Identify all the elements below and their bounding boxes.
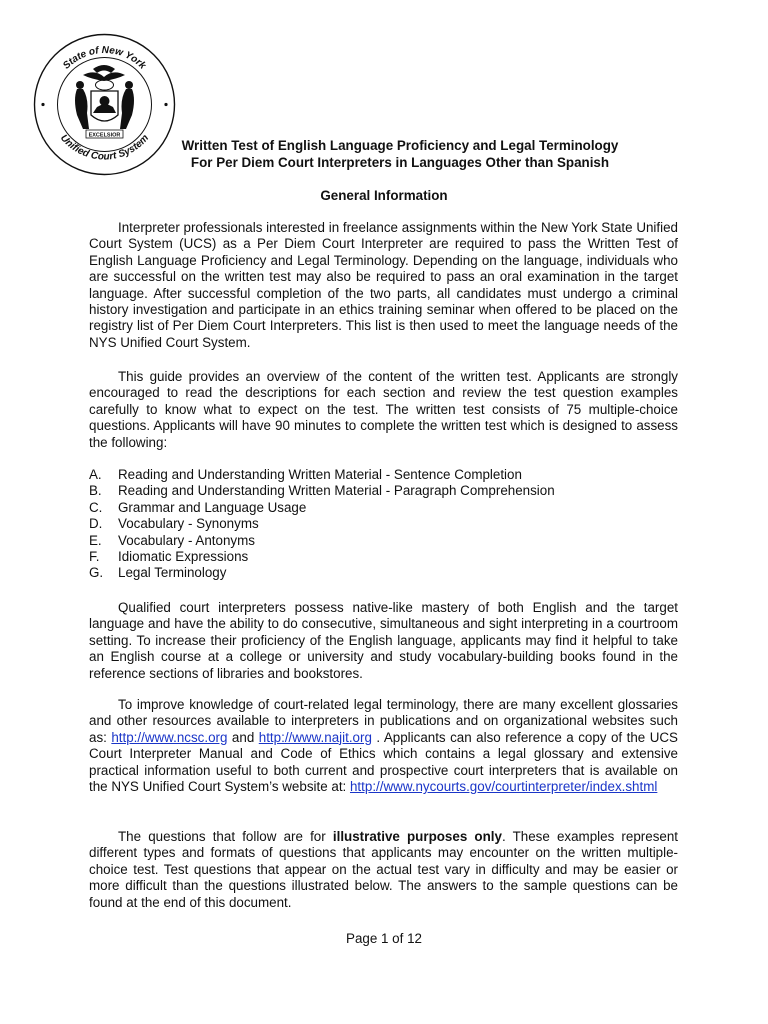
test-sections-list: [89, 467, 679, 582]
list-item: [89, 500, 679, 516]
seal-top-text: State of New York: [61, 44, 148, 72]
list-item-letter: D.: [89, 516, 103, 532]
resources-and: and: [227, 729, 259, 745]
list-item: [89, 549, 679, 565]
list-item-text: Idiomatic Expressions: [118, 549, 249, 565]
section-heading: General Information: [320, 188, 448, 203]
illustrative-text-1: The questions that follow are for: [118, 829, 333, 844]
list-item-text: Vocabulary - Synonyms: [118, 516, 259, 532]
ncsc-link[interactable]: http://www.ncsc.org: [111, 729, 228, 745]
list-item-letter: F.: [89, 549, 100, 565]
list-item-text: Legal Terminology: [118, 565, 227, 581]
title-line-1: Written Test of English Language Proficiency and Legal Terminology: [181, 138, 619, 153]
nycourts-interpreter-link[interactable]: http://www.nycourts.gov/courtinterpreter/index.shtml: [349, 779, 658, 795]
list-item: [89, 467, 679, 483]
list-item: [89, 516, 679, 532]
page-number: Page 1 of 12: [346, 931, 422, 946]
list-item-letter: C.: [89, 499, 103, 515]
list-item-letter: G.: [89, 565, 104, 581]
list-item: [89, 483, 679, 499]
seal-bottom-text: Unified Court System: [57, 132, 152, 163]
paragraph-resources: [89, 697, 678, 795]
title-line-2: For Per Diem Court Interpreters in Languages Other than Spanish: [190, 154, 610, 170]
paragraph-overview: This guide provides an overview of the content of the written test. Applicants are strongly encouraged to read the descriptions for each section and review the test question examples carefully to know what to expect on the test. The written test consists of 75 multiple-choice questions. Applicants will have 90 minutes to complete the written test which is designed to assess the following:: [89, 369, 678, 450]
list-item-text: Vocabulary - Antonyms: [118, 532, 255, 548]
illustrative-text-2: . These examples represent different types and formats of questions that applicants may encounter on the written multiple-choice test. Test questions that appear on the actual test vary in difficulty and may be easier or more difficult than the questions illustrated below. The answers to the sample questions can be found at the end of this document.: [89, 829, 678, 910]
list-item-text: Reading and Understanding Written Material - Sentence Completion: [118, 467, 522, 482]
seal-motto: EXCELSIOR: [88, 132, 121, 139]
list-item: [89, 533, 679, 549]
illustrative-bold: illustrative purposes only: [332, 829, 502, 844]
list-item-text: Reading and Understanding Written Material - Paragraph Comprehension: [118, 483, 555, 499]
paragraph-illustrative: [89, 829, 678, 911]
resources-text-2: . Applicants can also reference a copy of the UCS Court Interpreter Manual and Code of Ethics which contains a legal glossary and extensive practical information useful to both current and prospective court interpreters that is available on the NYS Unified Court System’s website at:: [89, 729, 678, 795]
resources-text-1: To improve knowledge of court-related legal terminology, there are many excellent glossaries and other resources available to interpreters in publications and on organizational websites such as:: [89, 697, 678, 745]
list-item-letter: E.: [89, 532, 102, 548]
list-item-letter: B.: [89, 483, 102, 499]
ny-unified-court-system-seal: [33, 33, 176, 176]
paragraph-intro: Interpreter professionals interested in freelance assignments within the New York State Unified Court System (UCS) as a Per Diem Court Interpreter are required to pass the Written Test of English Language Proficiency and Legal Terminology. Depending on the language, individuals who are successful on the written test may also be required to pass an oral examination in the target language. After successful completion of the two parts, all candidates must undergo a criminal history investigation and participate in an ethics training seminar when offered to be placed on the registry list of Per Diem Court Interpreters. This list is then used to meet the language needs of the NYS Unified Court System.: [89, 220, 678, 350]
list-item: [89, 565, 679, 581]
list-item-letter: A.: [89, 467, 102, 482]
paragraph-qualifications: Qualified court interpreters possess native-like mastery of both English and the target language and have the ability to do consecutive, simultaneous and sight interpreting in a courtroom setting. To increase their proficiency of the English language, applicants may find it helpful to take an English course at a college or university and study vocabulary-building books found in the reference sections of libraries and bookstores.: [89, 600, 678, 681]
najit-link[interactable]: http://www.najit.org: [258, 729, 372, 745]
list-item-text: Grammar and Language Usage: [118, 499, 307, 515]
document-title: [180, 138, 620, 171]
